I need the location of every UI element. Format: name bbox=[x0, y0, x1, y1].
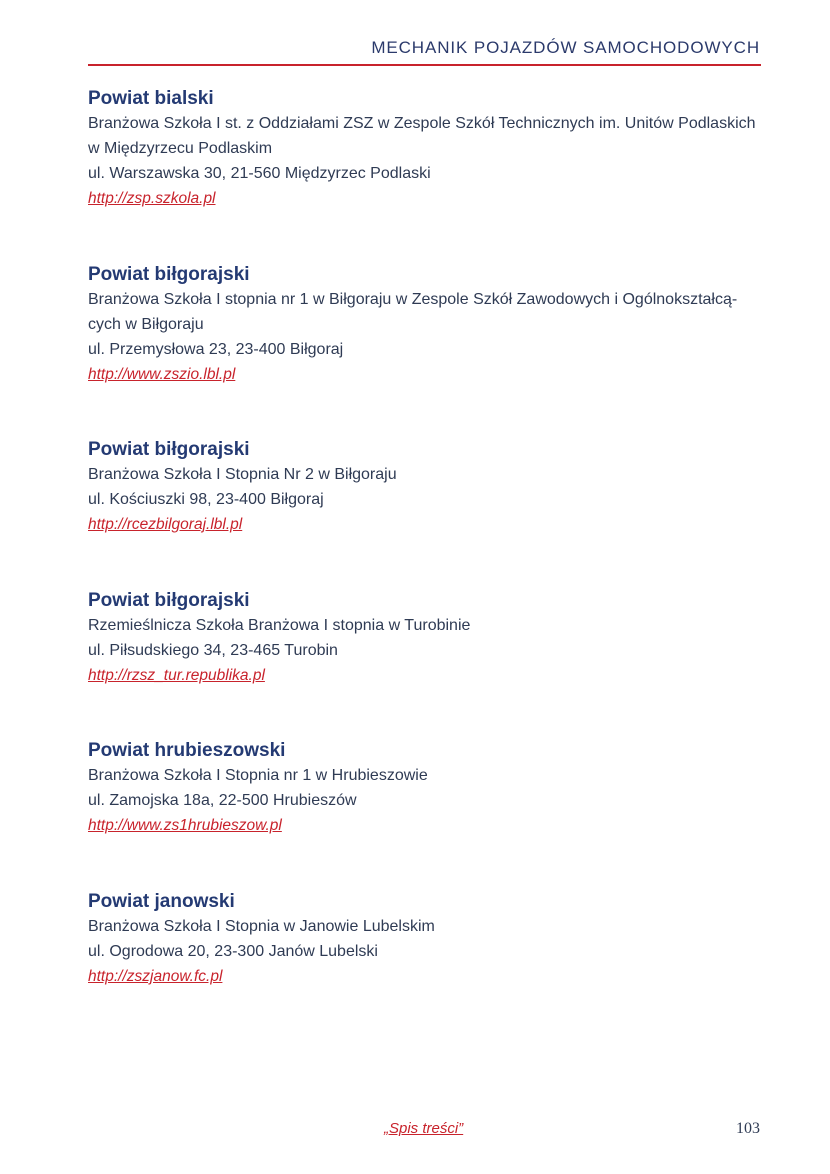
school-name-line: Branżowa Szkoła I Stopnia w Janowie Lubelskim bbox=[88, 918, 435, 935]
school-name-line: Branżowa Szkoła I Stopnia nr 1 w Hrubieszowie bbox=[88, 767, 428, 784]
header-divider bbox=[88, 64, 761, 66]
school-website-link[interactable]: http://rzsz_tur.republika.pl bbox=[88, 667, 265, 684]
school-name-line: w Międzyrzecu Podlaskim bbox=[88, 140, 273, 157]
entry-heading: Powiat hrubieszowski bbox=[88, 740, 286, 761]
school-website-link[interactable]: http://zsp.szkola.pl bbox=[88, 190, 216, 207]
address-line: ul. Zamojska 18a, 22-500 Hrubieszów bbox=[88, 792, 357, 809]
school-entry bbox=[88, 738, 768, 838]
address-line: ul. Kościuszki 98, 23-400 Biłgoraj bbox=[88, 491, 324, 508]
address-line: ul. Warszawska 30, 21-560 Międzyrzec Podlaski bbox=[88, 165, 431, 182]
address-line: ul. Piłsudskiego 34, 23-465 Turobin bbox=[88, 642, 338, 659]
school-name-line: Branżowa Szkoła I st. z Oddziałami ZSZ w Zespole Szkół Technicznych im. Unitów Podlaskich bbox=[88, 115, 756, 132]
school-website-link[interactable]: http://www.zszio.lbl.pl bbox=[88, 366, 236, 383]
school-entry bbox=[88, 262, 768, 387]
school-website-link[interactable]: http://www.zs1hrubieszow.pl bbox=[88, 817, 282, 834]
entry-heading: Powiat bialski bbox=[88, 88, 214, 109]
entry-heading: Powiat biłgorajski bbox=[88, 590, 250, 611]
school-website-link[interactable]: http://zszjanow.fc.pl bbox=[88, 968, 223, 985]
school-name-line: Branżowa Szkoła I Stopnia Nr 2 w Biłgoraju bbox=[88, 466, 397, 483]
school-name-line: Rzemieślnicza Szkoła Branżowa I stopnia w Turobinie bbox=[88, 617, 471, 634]
entry-heading: Powiat biłgorajski bbox=[88, 264, 250, 285]
school-name-line: Branżowa Szkoła I stopnia nr 1 w Biłgoraju w Zespole Szkół Zawodowych i Ogólnokształcą- bbox=[88, 291, 738, 308]
school-entry bbox=[88, 588, 768, 688]
document-title: MECHANIK POJAZDÓW SAMOCHODOWYCH bbox=[371, 38, 760, 57]
school-entry bbox=[88, 889, 768, 989]
table-of-contents-link[interactable]: „Spis treści” bbox=[384, 1120, 464, 1137]
address-line: ul. Ogrodowa 20, 23-300 Janów Lubelski bbox=[88, 943, 378, 960]
entry-heading: Powiat janowski bbox=[88, 891, 235, 912]
school-entry bbox=[88, 86, 768, 211]
school-entry bbox=[88, 437, 768, 537]
school-name-line: cych w Biłgoraju bbox=[88, 316, 204, 333]
address-line: ul. Przemysłowa 23, 23-400 Biłgoraj bbox=[88, 341, 344, 358]
entry-heading: Powiat biłgorajski bbox=[88, 439, 250, 460]
page-number: 103 bbox=[736, 1120, 760, 1137]
school-website-link[interactable]: http://rcezbilgoraj.lbl.pl bbox=[88, 516, 243, 533]
